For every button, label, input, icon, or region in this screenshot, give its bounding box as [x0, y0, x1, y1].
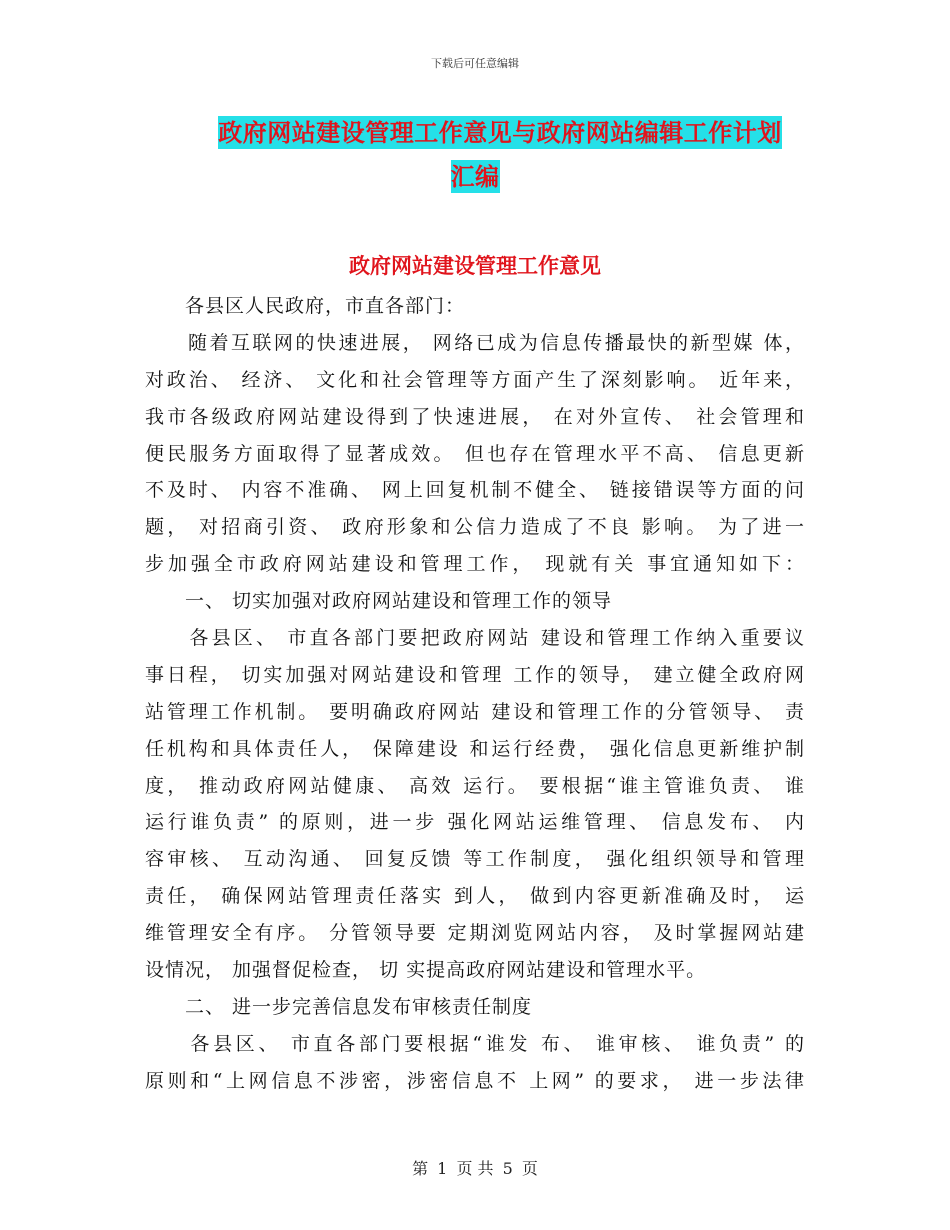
body-text-line: 度， 推动政府网站健康、 高效 运行。 要根据“谁主管谁负责、 谁: [145, 774, 805, 797]
body-text-line: 运行谁负责” 的原则，进一步 强化网站运维管理、 信息发布、 内: [145, 811, 805, 834]
body-text-line: 原则和“上网信息不涉密，涉密信息不 上网” 的要求， 进一步法律: [145, 1069, 805, 1092]
body-text-line: 站管理工作机制。 要明确政府网站 建设和管理工作的分管领导、 责: [145, 700, 805, 723]
body-text-line: 我市各级政府网站建设得到了快速进展， 在对外宣传、 社会管理和: [145, 405, 805, 428]
body-text-line: 题， 对招商引资、 政府形象和公信力造成了不良 影响。 为了进一: [145, 516, 805, 539]
footer-total-pages: 5: [502, 1159, 513, 1178]
body-text-line: 一、 切实加强对政府网站建设和管理工作的领导: [145, 590, 613, 613]
section-title: 政府网站建设管理工作意见: [349, 253, 601, 278]
document-title-line-1: 政府网站建设管理工作意见与政府网站编辑工作计划: [218, 118, 782, 147]
document-body: [145, 288, 805, 1100]
page-footer: [0, 1156, 950, 1179]
body-text-line: 对政治、 经济、 文化和社会管理等方面产生了深刻影响。 近年来，: [145, 368, 805, 391]
body-text-line: 步加强全市政府网站建设和管理工作， 现就有关 事宜通知如下：: [145, 553, 805, 576]
footer-page-number: 1: [437, 1159, 448, 1178]
body-text-line: 二、 进一步完善信息发布审核责任制度: [145, 995, 533, 1018]
footer-prefix: 第: [412, 1159, 429, 1178]
body-text-line: 设情况， 加强督促检查， 切 实提高政府网站建设和管理水平。: [145, 959, 707, 982]
body-text-line: 任机构和具体责任人， 保障建设 和运行经费， 强化信息更新维护制: [145, 737, 805, 760]
body-text-line: 责任， 确保网站管理责任落实 到人， 做到内容更新准确及时， 运: [145, 885, 805, 908]
body-text-line: 事日程， 切实加强对网站建设和管理 工作的领导， 建立健全政府网: [145, 663, 805, 686]
footer-mid: 页 共: [456, 1159, 494, 1178]
body-text-line: 容审核、 互动沟通、 回复反馈 等工作制度， 强化组织领导和管理: [145, 848, 805, 871]
body-text-line: 维管理安全有序。 分管领导要 定期浏览网站内容， 及时掌握网站建: [145, 922, 805, 945]
document-title-line-2: 汇编: [450, 162, 500, 191]
footer-suffix: 页: [521, 1159, 538, 1178]
body-text-line: 各县区、 市直各部门要根据“谁发 布、 谁审核、 谁负责” 的: [145, 1032, 805, 1055]
body-text-line: 随着互联网的快速进展， 网络已成为信息传播最快的新型媒 体，: [145, 331, 805, 354]
page-header-note: 下载后可任意编辑: [431, 57, 519, 70]
body-text-line: 便民服务方面取得了显著成效。 但也存在管理水平不高、 信息更新: [145, 442, 805, 465]
body-text-line: 不及时、 内容不准确、 网上回复机制不健全、 链接错误等方面的问: [145, 479, 805, 502]
body-text-line: 各县区人民政府，市直各部门：: [145, 295, 466, 317]
body-text-line: 各县区、 市直各部门要把政府网站 建设和管理工作纳入重要议: [145, 627, 805, 650]
